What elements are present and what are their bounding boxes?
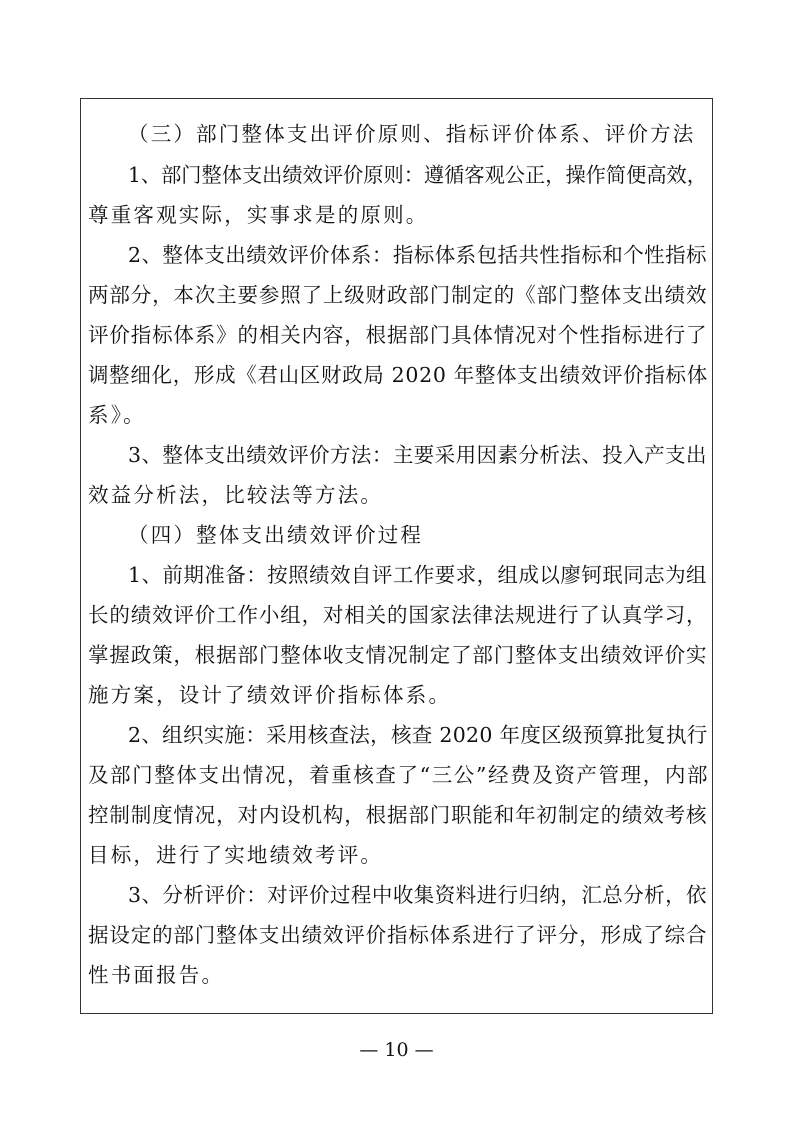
text-line: 目标，进行了实地绩效考评。 xyxy=(88,843,384,867)
text-line: 据设定的部门整体支出绩效评价指标体系进行了评分，形成了综合 xyxy=(88,923,708,947)
text-line: 评价指标体系》的相关内容，根据部门具体情况对个性指标进行了 xyxy=(88,323,708,347)
text-line: 长的绩效评价工作小组，对相关的国家法律法规进行了认真学习， xyxy=(88,603,708,627)
text-line: 施方案，设计了绩效评价指标体系。 xyxy=(88,683,452,707)
text-line: 掌握政策，根据部门整体收支情况制定了部门整体支出绩效评价实 xyxy=(88,643,708,667)
text-line: 调整细化，形成《君山区财政局 2020 年整体支出绩效评价指标体 xyxy=(88,363,708,387)
text-line: 两部分，本次主要参照了上级财政部门制定的《部门整体支出绩效 xyxy=(88,283,708,307)
text-line: 控制制度情况，对内设机构，根据部门职能和年初制定的绩效考核 xyxy=(88,803,708,827)
content-frame xyxy=(80,98,713,1014)
text-line: 3、分析评价：对评价过程中收集资料进行归纳，汇总分析，依 xyxy=(128,883,707,907)
section-heading-4: （四）整体支出绩效评价过程 xyxy=(128,523,424,547)
text-line: 系》。 xyxy=(88,403,146,427)
text-line: 1、前期准备：按照绩效自评工作要求，组成以廖钶珉同志为组 xyxy=(128,563,707,587)
text-line: 性书面报告。 xyxy=(88,963,225,987)
text-line: 尊重客观实际，实事求是的原则。 xyxy=(88,203,429,227)
text-line: 1、部门整体支出绩效评价原则：遵循客观公正，操作简便高效， xyxy=(128,163,707,187)
page-number: — 10 — xyxy=(359,1039,434,1061)
text-line: 效益分析法，比较法等方法。 xyxy=(88,483,384,507)
text-line: 及部门整体支出情况，着重核查了“三公”经费及资产管理，内部 xyxy=(88,763,710,787)
section-heading-3: （三）部门整体支出评价原则、指标评价体系、评价方法 xyxy=(128,122,696,146)
text-line: 2、整体支出绩效评价体系：指标体系包括共性指标和个性指标 xyxy=(128,243,707,267)
text-line: 3、整体支出绩效评价方法：主要采用因素分析法、投入产支出 xyxy=(128,443,707,467)
text-line: 2、组织实施：采用核查法，核查 2020 年度区级预算批复执行 xyxy=(128,723,708,747)
